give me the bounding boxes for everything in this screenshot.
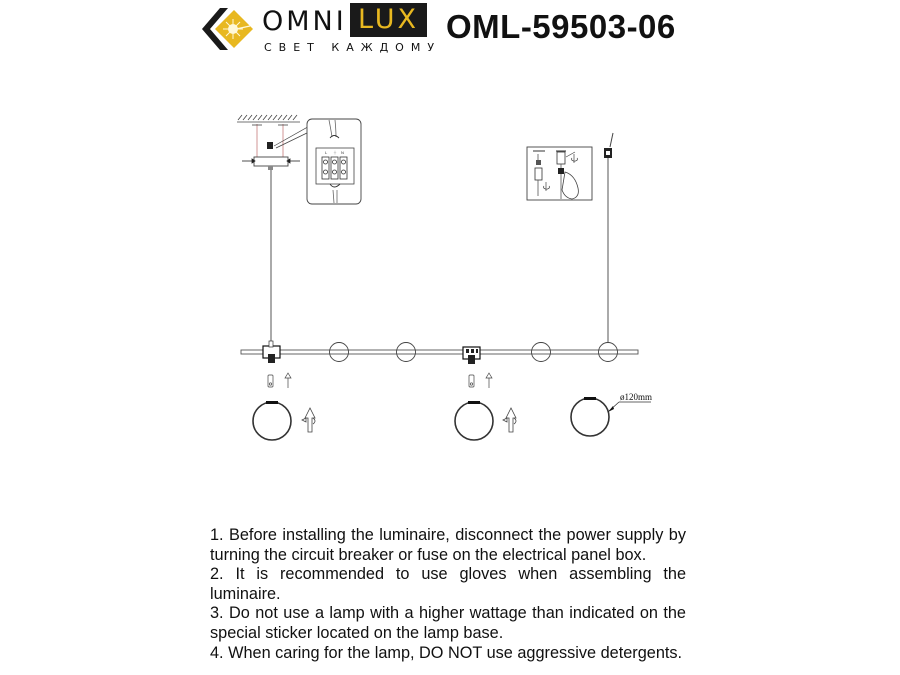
brand-name-omni: OMNI [262, 6, 347, 37]
bar-connector-middle [463, 347, 480, 364]
diameter-label: ø120mm [620, 392, 653, 402]
brand-name-lux: LUX [350, 3, 427, 37]
note-3: 3. Do not use a lamp with a higher wattage than indicated on the special sticker located on the lamp base. [210, 604, 686, 642]
svg-text:⏚: ⏚ [333, 150, 337, 155]
note-2: 2. It is recommended to use gloves when assembling the luminaire. [210, 565, 686, 603]
ring-install-arrow-left [302, 408, 315, 432]
cable-adjust-detail-box [527, 147, 592, 200]
installation-notes [210, 526, 686, 663]
svg-text:L: L [325, 150, 328, 155]
terminal-block-icon [267, 142, 273, 149]
model-number: OML-59503-06 [446, 8, 676, 45]
plug-parts-middle [469, 373, 492, 388]
diameter-dimension [608, 392, 652, 412]
mounting-screws [257, 124, 283, 158]
lamp-bar [241, 350, 638, 354]
canopy [254, 157, 288, 166]
ceiling-hatch [237, 115, 300, 122]
wiring-detail-box [307, 119, 361, 204]
bar-connector-left [263, 341, 280, 363]
ring-install-arrow-middle [503, 408, 516, 432]
svg-text:N: N [341, 150, 344, 155]
note-4: 4. When caring for the lamp, DO NOT use aggressive detergents. [210, 643, 683, 662]
plug-parts-left [268, 373, 291, 388]
brand-tagline: СВЕТ КАЖДОМУ [264, 41, 442, 54]
note-1: 1. Before installing the luminaire, disconnect the power supply by turning the circuit breaker or fuse on the electrical panel box. [210, 526, 686, 564]
